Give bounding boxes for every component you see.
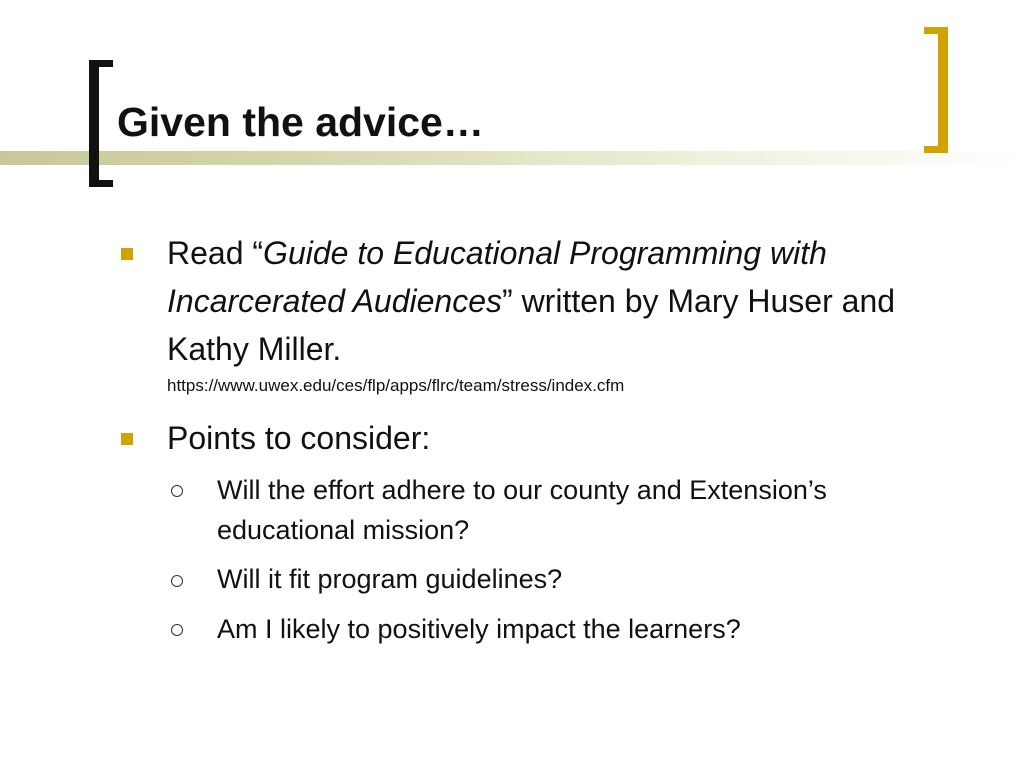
slide-title: Given the advice… [117, 99, 484, 145]
square-bullet-icon [121, 248, 133, 260]
square-bullet-icon [121, 433, 133, 445]
left-bracket-decoration [89, 60, 113, 187]
sub-point-impact: Am I likely to positively impact the learners? [217, 614, 741, 644]
title-band [0, 151, 1024, 165]
guide-title: Guide to Educational Programming with Incarcerated Audiences [167, 235, 827, 319]
sub-point-guidelines: Will it fit program guidelines? [217, 564, 563, 594]
right-bracket-decoration [924, 27, 948, 153]
bullet-reading-prefix: Read “ [167, 235, 264, 271]
ring-bullet-icon [171, 624, 183, 636]
ring-bullet-icon [171, 485, 183, 497]
sub-point-mission: Will the effort adhere to our county and Extension’s educational mission? [217, 475, 827, 545]
guide-url: https://www.uwex.edu/ces/flp/apps/flrc/team/stress/index.cfm [167, 376, 625, 395]
points-heading: Points to consider: [167, 420, 431, 456]
bullet-reading-suffix: ” written by Mary Huser and Kathy Miller. [167, 283, 896, 367]
ring-bullet-icon [171, 575, 183, 587]
bullet-reading-text [167, 229, 927, 373]
